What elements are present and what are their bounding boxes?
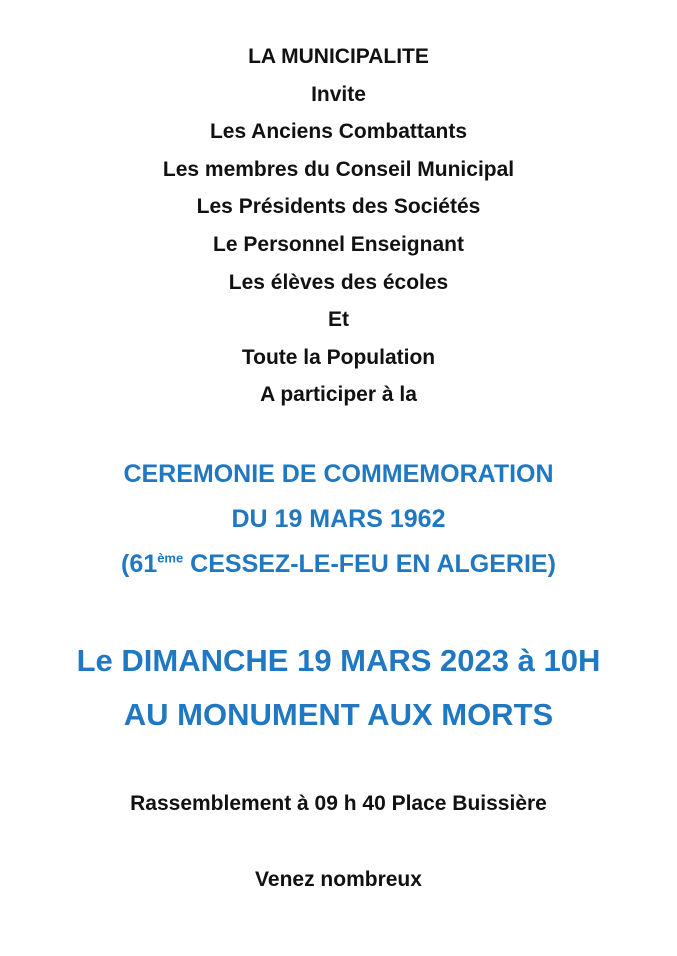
ceremony-title: CEREMONIE DE COMMEMORATION [123,460,554,488]
conjunction: Et [328,308,349,332]
participation-phrase: A participer à la [260,383,417,407]
closing-message: Venez nombreux [255,868,422,891]
ceremony-anniversary [0,546,677,591]
invitee-veterans: Les Anciens Combattants [209,120,468,144]
event-block [0,639,677,747]
gathering-info: Rassemblement à 09 h 40 Place Buissière [130,792,547,815]
invite-verb: Invite [311,82,366,106]
invitee-society-presidents: Les Présidents des Sociétés [196,195,481,219]
invitee-population: Toute la Population [241,345,436,369]
anniversary-number: (61 [121,550,158,578]
ceremony-date: DU 19 MARS 1962 [231,505,446,533]
anniversary-ordinal: ème [157,550,184,566]
event-location: AU MONUMENT AUX MORTS [123,697,554,732]
invitee-students: Les élèves des écoles [228,270,449,294]
event-datetime: Le DIMANCHE 19 MARS 2023 à 10H [76,643,601,678]
invitee-list [0,42,677,418]
invitee-teachers: Le Personnel Enseignant [213,232,464,256]
organizer-heading: LA MUNICIPALITE [248,45,429,68]
anniversary-text: CESSEZ-LE-FEU EN ALGERIE) [183,550,556,578]
invitee-council: Les membres du Conseil Municipal [162,157,515,181]
ceremony-block [0,456,677,591]
